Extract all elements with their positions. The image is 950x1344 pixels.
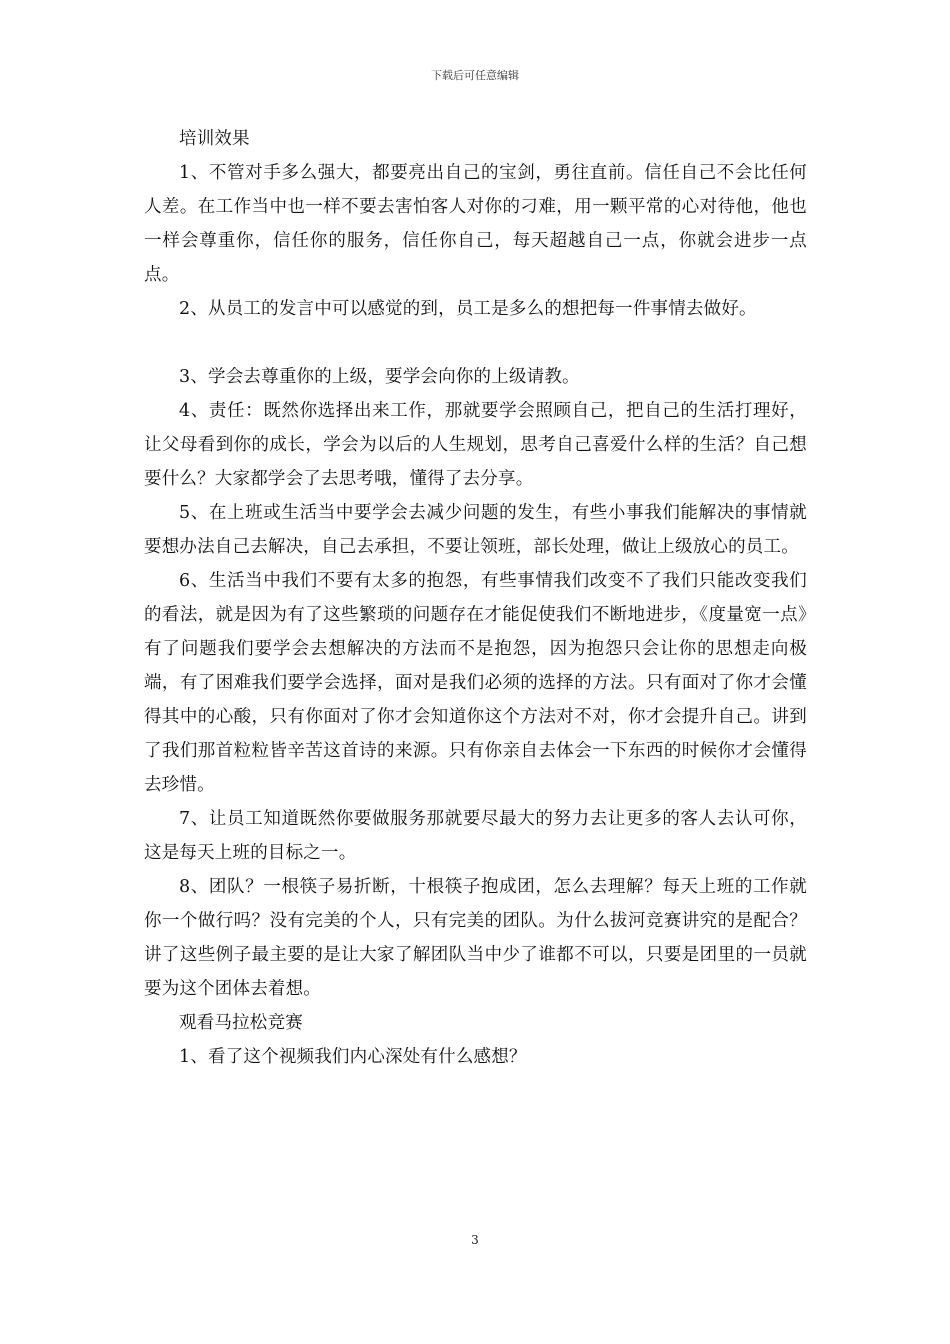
- paragraph-item-1: 1、不管对手多么强大，都要亮出自己的宝剑，勇往直前。信任自己不会比任何人差。在工作当中也一样不要去害怕客人对你的刁难，用一颗平常的心对待他，他也一样会尊重你，信任你的服务，信任你自己，每天超越自己一点，你就会进步一点点。: [144, 163, 807, 285]
- paragraph-item-3: 3、学会去尊重你的上级，要学会向你的上级请教。: [179, 367, 580, 387]
- paragraph-item-8: 8、团队？一根筷子易折断，十根筷子抱成团，怎么去理解？每天上班的工作就你一个做行吗？没有完美的个人，只有完美的团队。为什么拔河竞赛讲究的是配合？讲了这些例子最主要的是让大家了解团队当中少了谁都不可以，只要是团里的一员就要为这个团体去着想。: [144, 877, 807, 999]
- paragraph-item-5: 5、在上班或生活当中要学会去减少问题的发生，有些小事我们能解决的事情就要想办法自己去解决，自己去承担，不要让领班，部长处理，做让上级放心的员工。: [144, 503, 807, 557]
- blank-line: [144, 326, 807, 360]
- section-title-marathon: 观看马拉松竞赛: [179, 1013, 303, 1033]
- page-header: 下载后可任意编辑: [431, 69, 519, 82]
- section-title-training-effect: 培训效果: [179, 129, 250, 149]
- page-number: 3: [471, 1233, 479, 1247]
- document-body: [144, 122, 807, 1074]
- paragraph-item-7: 7、让员工知道既然你要做服务那就要尽最大的努力去让更多的客人去认可你，这是每天上班的目标之一。: [144, 809, 807, 863]
- paragraph-marathon-item-1: 1、看了这个视频我们内心深处有什么感想？: [179, 1047, 527, 1067]
- paragraph-item-2: 2、从员工的发言中可以感觉的到，员工是多么的想把每一件事情去做好。: [179, 299, 757, 319]
- paragraph-item-6: 6、生活当中我们不要有太多的抱怨，有些事情我们改变不了我们只能改变我们的看法，就是因为有了这些繁琐的问题存在才能促使我们不断地进步，《度量宽一点》有了问题我们要学会去想解决的方法而不是抱怨，因为抱怨只会让你的思想走向极端，有了困难我们要学会选择，面对是我们必须的选择的方法。只有面对了你才会懂得其中的心酸，只有你面对了你才会知道你这个方法对不对，你才会提升自己。讲到了我们那首粒粒皆辛苦这首诗的来源。只有你亲自去体会一下东西的时候你才会懂得去珍惜。: [144, 571, 807, 795]
- paragraph-item-4: 4、责任：既然你选择出来工作，那就要学会照顾自己，把自己的生活打理好，让父母看到你的成长，学会为以后的人生规划，思考自己喜爱什么样的生活？自己想要什么？大家都学会了去思考哦，懂得了去分享。: [144, 401, 807, 489]
